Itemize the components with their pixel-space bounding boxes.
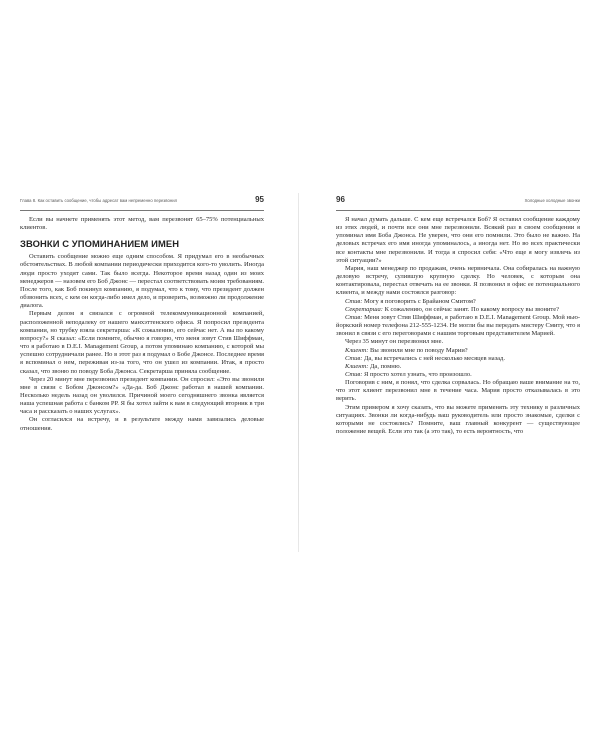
paragraph: Этим примером я хочу сказать, что вы можете применять эту технику в различных ситуациях. Звонки ли когда-нибудь ваш руководитель или просто знакомые, сделки с которыми не состоялись? Помните, ваш главный конкурент — существующее положение вещей. Если это так (а это так), то есть вероятность, что (336, 403, 580, 436)
left-page (8, 195, 286, 550)
paragraph: Через 20 минут мне перезвонил президент компании. Он спросил: «Это вы звонили мне в связи с Бобом Джонсом?» «Да-да. Боб Джонс работал в нашей компании. Несколько недель назад он уволился. Причиной моего сегодняшнего звонка является наша успешная работа с банком РР. Я бы хотел зайти к вам в следующий вторник в три часа и рассказать о наших услугах». (20, 375, 264, 416)
dialog-block (336, 298, 580, 339)
dialog-text: Вы звонили мне по поводу Марии? (370, 346, 468, 354)
running-head-text: Холодные холодные звонки (524, 198, 580, 203)
dialog-text: Да, помню. (370, 362, 402, 370)
right-page (314, 195, 592, 550)
book-spread (8, 195, 592, 550)
paragraph: Он согласился на встречу, и в результате между нами завязались деловые отношения. (20, 416, 264, 432)
dialog-text: К сожалению, он сейчас занят. По какому вопросу вы звоните? (384, 305, 560, 313)
right-page-body (336, 216, 580, 436)
dialog-line (336, 298, 580, 306)
left-page-body (20, 216, 264, 433)
dialog-text: Меня зовут Стив Шиффман, я работаю в D.E.I. Management Group. Мой нью-йоркский номер телефона 212-555-1234. Не могли бы вы передать мистеру Смиту, что я звонил в связи с его переговорами с нашим торговым представителем Марией. (336, 313, 580, 338)
dialog-line (336, 355, 580, 363)
dialog-speaker: Стив: (345, 354, 363, 362)
section-heading: ЗВОНКИ С УПОМИНАНИЕМ ИМЕН (20, 238, 180, 250)
paragraph: Оставить сообщение можно еще одним способом. Я придумал его в необычных обстоятельствах. В любой компании периодически приходится кого-то уволить. Иногда люди просто уходят сами. Так было всегда. Некоторое время назад один из моих менеджеров — назовем его Боб Джонс — перестал соответствовать моим требованиям. После того, как Боб покинул компанию, я подумал, что к тому, что президент должен обзвонить всех, с кем он когда-либо имел дело, и проверить, возможно ли продолжение диалога. (20, 253, 264, 310)
dialog-speaker: Секретарша: (345, 305, 383, 313)
dialog-text: Я просто хотел узнать, что произошло. (363, 370, 472, 378)
paragraph: Если вы начнете применять этот метод, вам перезвонят 65–75% потенциальных клиентов. (20, 216, 264, 232)
dialog-block (336, 347, 580, 380)
dialog-speaker: Стив: (345, 313, 363, 321)
dialog-speaker: Клиент: (345, 346, 369, 354)
dialog-speaker: Клиент: (345, 362, 369, 370)
dialog-line (336, 363, 580, 371)
dialog-line (336, 314, 580, 338)
dialog-speaker: Стив: (345, 370, 363, 378)
running-head-right (336, 195, 580, 211)
dialog-line (336, 347, 580, 355)
running-head-left (20, 195, 264, 211)
dialog-speaker: Стив: (345, 297, 363, 305)
running-head-text: Глава 8. Как оставить сообщение, чтобы адресат вам непременно перезвонил (20, 198, 178, 203)
dialog-text: Могу я поговорить с Брайаном Смитом? (363, 297, 476, 305)
paragraph: Я начал думать дальше. С кем еще встречался Боб? Я оставил сообщение каждому из этих людей, и почти все они мне перезвонили. Всякий раз в своем сообщении я упоминал имя Боба Джонса. Не уверен, что они его помнили. Это было не важно. На деловых встречах его имя иногда упоминалось, а иногда нет. Но во всех практически все контакты мне перезвонили. И тогда я спросил себя: «Что еще я могу извлечь из этой ситуации?» (336, 216, 580, 264)
page-number: 95 (255, 195, 264, 204)
book-gutter (298, 193, 299, 552)
dialog-text: Да, вы встречались с ней несколько месяцев назад. (363, 354, 505, 362)
paragraph: Первым делом я связался с огромной телекоммуникационной компанией, расположенной неподалеку от нашего манхэттенского офиса. Я попросил президента компании, но трубку взяла секретарша: «К сожалению, его сейчас нет. А вы по какому вопросу?» Я сказал: «Если помните, обычно я говорю, что меня зовут Стив Шиффман, что я работаю в D.E.I. Management Group, а потом упоминаю компанию, с которой мы успешно сотрудничали ранее. Но в этот раз я подумал о Бобе Джонсе. Последнее время я вспоминал о нем, переживая из-за того, что он ушел из компании. Итак, я просто сказал, что звоню по поводу Боба Джонса. Секретарша приняла сообщение. (20, 310, 264, 375)
dialog-line (336, 306, 580, 314)
paragraph: Поговорив с ним, я понял, что сделка сорвалась. Но обращаю ваше внимание на то, что этот клиент перезвонил мне в течение часа. Мария просто отказывалась в это верить. (336, 379, 580, 403)
paragraph: Мария, наш менеджер по продажам, очень нервничала. Она собиралась на важную деловую встречу, сулившую крупную сделку. Но человек, с которым она контактировала, перестал отвечать на ее звонки. Я позвонил в офис ее потенциального клиента, и между нами состоялся разговор: (336, 264, 580, 297)
page-number: 96 (336, 195, 345, 204)
paragraph: Через 35 минут он перезвонил мне. (345, 338, 444, 346)
dialog-line (336, 371, 580, 379)
